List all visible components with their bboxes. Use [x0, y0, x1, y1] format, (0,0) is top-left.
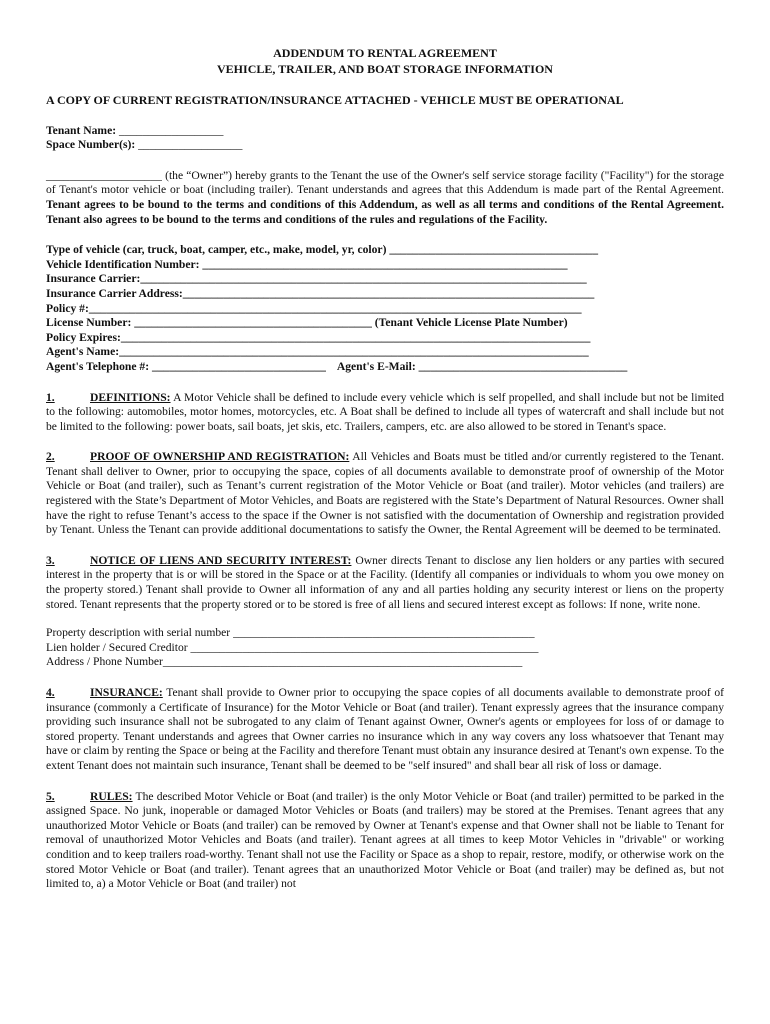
property-description-field[interactable]: Property description with serial number ____________________________________________________: [46, 626, 535, 640]
lien-fields: [46, 626, 724, 670]
section-heading: DEFINITIONS:: [90, 390, 171, 404]
tenant-name-field[interactable]: __________________: [119, 123, 224, 137]
section-text: Owner directs Tenant to disclose any lien holders or any parties with secured interest in the property that is or will be stored in the Space or at the Facility. (Identify all companies or individuals to whom you owe money on the property stored.) Tenant shall provide to Owner all information of any and all parties holding any security interest or liens on the property stored. Tenant represents that the property stored or to be stored is free of all liens and secured interest except as follows: If none, write none.: [46, 553, 724, 611]
document-content: [46, 46, 724, 892]
vin-field[interactable]: Vehicle Identification Number: _______________________________________________________________: [46, 257, 568, 271]
address-phone-field[interactable]: Address / Phone Number______________________________________________________________: [46, 655, 523, 669]
space-number-label: Space Number(s):: [46, 138, 136, 152]
section-text: All Vehicles and Boats must be titled and/or currently registered to the Tenant. Tenant shall deliver to Owner, prior to occupying the space, copies of all documents available to demonstrate proof of ownership of the Motor Vehicle or Boat (and trailer), such as Tenant’s current registration of the Motor Vehicle or Boat (and trailer). Motor vehicles (and trailers) are registered with the State’s Department of Motor Vehicles, and Boats are registered with the State’s Department of Natural Resources. Owner shall have the right to refuse Tenant’s access to the space if the Owner is not satisfied with the documentation of Ownership and registration provided by Tenant. Unless the Tenant can provide additional documentations to satisfy the Owner, the Rental Agreement will be deemed to be terminated.: [46, 450, 725, 537]
vehicle-type-field[interactable]: Type of vehicle (car, truck, boat, camper, etc., make, model, yr, color) ____________________________________: [46, 243, 599, 257]
title-line-2: VEHICLE, TRAILER, AND BOAT STORAGE INFORMATION: [217, 61, 553, 76]
grant-paragraph: [46, 169, 724, 227]
section-number: 3.: [46, 553, 55, 567]
agent-name-field[interactable]: Agent's Name:_________________________________________________________________________________: [46, 345, 589, 359]
section-text: The described Motor Vehicle or Boat (and trailer) is the only Motor Vehicle or Boat (and trailer) permitted to be parked in the assigned Space. No junk, inoperable or damaged Motor Vehicles or Boats (and trailers) may be stored at the Premises. Tenant agrees that any unauthorized Motor Vehicle or Boats (and trailer) can be removed by Owner at Tenant's expense and that Owner shall not be liable to Tenant for removal of unauthorized Motor Vehicles and Boats (and trailer). Tenant agrees at all times to keep Motor Vehicles in "drivable" or working condition and to keep trailers road-worthy. Tenant shall not use the Facility or Space as a shop to repair, restore, modify, or otherwise work on the stored Motor Vehicle or Boat (and trailer). Tenant agrees that an unauthorized Motor Vehicle or Boat (and trailer) may be defined as, but not limited to, a) a Motor Vehicle or Boat (and trailer) not: [46, 789, 724, 891]
tenant-name-label: Tenant Name:: [46, 123, 117, 137]
section-text: A Motor Vehicle shall be defined to include every vehicle which is self propelled, and shall include but not be limited to the following: automobiles, motor homes, motorcycles, etc. A Boat shall be defined to include all types of watercraft and shall include but not be limited to the following: power boats, sail boats, jet skis, etc. Trailers, campers, etc. are also allowed to be stored in Tenant's space.: [46, 390, 724, 433]
title-line-1: ADDENDUM TO RENTAL AGREEMENT: [273, 46, 497, 60]
section-insurance: [46, 686, 724, 774]
vehicle-fields: [46, 243, 724, 374]
section-number: 5.: [46, 789, 55, 803]
insurance-carrier-field[interactable]: Insurance Carrier:_____________________________________________________________________________: [46, 272, 587, 286]
section-number: 4.: [46, 686, 55, 699]
carrier-address-field[interactable]: Insurance Carrier Address:_______________________________________________________________________: [46, 286, 595, 300]
section-heading: NOTICE OF LIENS AND SECURITY INTEREST:: [90, 553, 352, 567]
policy-number-field[interactable]: Policy #:_____________________________________________________________________________________: [46, 301, 582, 315]
agent-email-field[interactable]: Agent's E-Mail: ____________________________________: [325, 359, 628, 373]
section-text: Tenant shall provide to Owner prior to occupying the space copies of all documents available to demonstrate proof of insurance (commonly a Certificate of Insurance) for the Motor Vehicle or Boat (and trailer). Tenant expressly agrees that the insurance company providing such insurance shall not be subrogated to any claim of Tenant against Owner, Owner's agents or employees for loss of or damage to stored property. Tenant understands and agrees that Owner carries no insurance which in any way covers any loss whatsoever that Tenant may have or claim by renting the Space or being at the Facility and therefore Tenant must obtain any insurance desired at Tenant's own expense. To the extent Tenant does not maintain such insurance, Tenant shall be deemed to be "self insured" and shall bear all risk of loss or damage.: [46, 686, 724, 772]
grant-text: (the “Owner”) hereby grants to the Tenant the use of the Owner's self service storage facility ("Facility") for the storage of Tenant's motor vehicle or boat (including trailer). Tenant understands and agrees that this Addendum is made part of the Rental Agreement.: [46, 168, 724, 197]
space-number-field[interactable]: __________________: [138, 138, 243, 152]
section-rules: [46, 790, 724, 892]
owner-name-field[interactable]: ____________________: [46, 168, 162, 182]
section-number: 1.: [46, 390, 55, 404]
section-ownership: [46, 450, 724, 538]
section-heading: PROOF OF OWNERSHIP AND REGISTRATION:: [90, 450, 350, 464]
agent-phone-field[interactable]: Agent's Telephone #: ______________________________: [46, 359, 326, 373]
section-liens: [46, 554, 724, 612]
section-definitions: [46, 391, 724, 435]
policy-expires-field[interactable]: Policy Expires:_________________________________________________________________________________: [46, 330, 591, 344]
tenant-info: [46, 124, 724, 153]
grant-bold-text: Tenant agrees to be bound to the terms and conditions of this Addendum, as well as all terms and conditions of the Rental Agreement. Tenant also agrees to be bound to the terms and conditions of the rules and regulations of the Facility.: [46, 197, 724, 226]
agent-contact-line: [46, 360, 724, 375]
tenant-name-line: [46, 124, 724, 139]
lien-holder-field[interactable]: Lien holder / Secured Creditor ____________________________________________________________: [46, 640, 539, 654]
section-heading: RULES:: [90, 789, 133, 803]
license-number-field[interactable]: License Number: _________________________________________: [46, 316, 372, 330]
document-title: [46, 46, 724, 77]
section-number: 2.: [46, 450, 55, 464]
registration-notice: A COPY OF CURRENT REGISTRATION/INSURANCE ATTACHED - VEHICLE MUST BE OPERATIONAL: [46, 93, 624, 107]
space-number-line: [46, 138, 724, 153]
license-note: (Tenant Vehicle License Plate Number): [371, 316, 568, 330]
license-number-line: [46, 316, 724, 331]
section-heading: INSURANCE:: [90, 686, 163, 699]
